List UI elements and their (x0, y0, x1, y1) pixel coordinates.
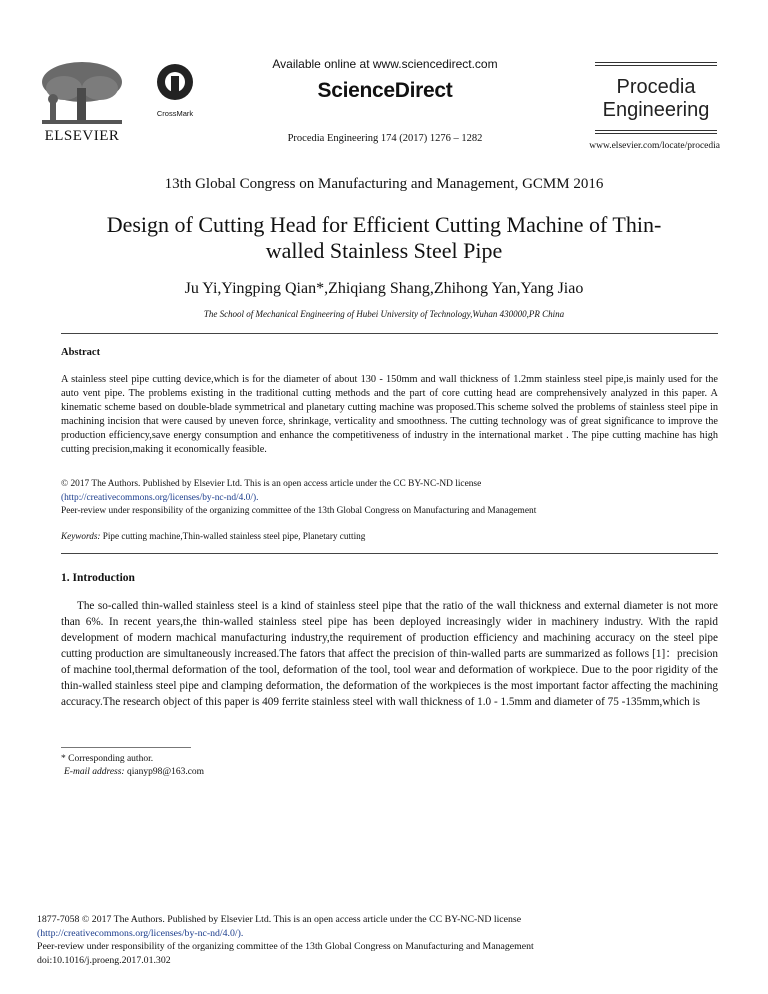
journal-reference: Procedia Engineering 174 (2017) 1276 – 1282 (287, 133, 483, 144)
crossmark-label: CrossMark (156, 109, 194, 118)
license-peer-review: Peer-review under responsibility of the organizing committee of the 13th Global Congress on Manufacturing and Management (61, 506, 537, 516)
license-block (61, 478, 718, 519)
journal-title-line2: Engineering (602, 99, 710, 121)
corresponding-author (61, 753, 204, 779)
author-list: Ju Yi,Yingping Qian*,Zhiqiang Shang,Zhihong Yan,Yang Jiao (184, 280, 584, 297)
email-label: E-mail address: (64, 767, 125, 777)
crossmark-icon (155, 62, 195, 102)
abstract-text: A stainless steel pipe cutting device,which is for the diameter of about 130 - 150mm and wall thickness of 1.2mm stainless steel pipe,is mainly used for the auto vent pipe. The problems existing in the traditional cutting methods and the part of core cutting head are comprehensively analyzed in this paper. A kinematic scheme based on double-blade symmetrical and planetary cutting machine was proposed.This scheme solved the problems of stainless steel pipe in machining incision that were caused by uneven force, shrinkage, verticality and smoothness. The cutting technology was of great significance to improve the production efficiency,save energy consumption and enhance the competitiveness of industry in the international market . The pipe cutting machine has high cutting precision,making it economically feasible. (61, 374, 718, 455)
divider-top (61, 333, 718, 334)
journal-url[interactable]: www.elsevier.com/locate/procedia (589, 141, 720, 151)
journal-title-box (595, 62, 717, 134)
divider-bottom (61, 553, 718, 554)
title-line-1: Design of Cutting Head for Efficient Cutting Machine of Thin- (106, 212, 662, 237)
elsevier-tree-logo (36, 58, 128, 128)
footer-doi[interactable]: doi:10.1016/j.proeng.2017.01.302 (37, 954, 171, 966)
keywords-line (61, 531, 718, 541)
footnote-rule (61, 747, 191, 748)
introduction-text: The so-called thin-walled stainless steel is a kind of stainless steel pipe that the ratio of the wall thickness and external diameter is not more than 6%. In recent years,the thin-walled stainless steel pipe has been deployed increasingly wider in machinery industry. With the rapid development of modern machical manufacturing industry,the requirement of production efficiency and machining accuracy on the steel pipe cutting production are simultaneously increased.The fators that affect the precision of thin-walled parts are summarized as follows [1]：precision of machine tool,thermal deformation of the tool, deformation of the tool, tool wear and deformation of workpiece. Due to the poor rigidity of the thin-walled stainless steel pipe and clamping deformation, the deformation of the workpieces is the most important factor affecting the machining accuracy.The research object of this paper is 409 ferrite stainless steel with wall thickness of 1.0 - 1.5mm and diameter of 75 -135mm,which is (61, 600, 718, 708)
corresponding-label: * Corresponding author. (61, 754, 154, 764)
email-address[interactable]: qianyp98@163.com (124, 767, 205, 777)
introduction-heading: 1. Introduction (61, 572, 135, 584)
license-copyright: © 2017 The Authors. Published by Elsevier Ltd. This is an open access article under the CC BY-NC-ND license (61, 479, 482, 489)
keywords-text: Pipe cutting machine,Thin-walled stainless steel pipe, Planetary cutting (100, 531, 366, 541)
footer-license: 1877-7058 © 2017 The Authors. Published by Elsevier Ltd. This is an open access article under the CC BY-NC-ND license (37, 914, 522, 925)
keywords-label: Keywords: (61, 531, 101, 541)
abstract-heading: Abstract (61, 347, 101, 358)
elsevier-wordmark: ELSEVIER (44, 128, 120, 144)
footer-peer-review: Peer-review under responsibility of the organizing committee of the 13th Global Congress on Manufacturing and Management (37, 941, 534, 952)
journal-title-line1: Procedia (616, 76, 696, 98)
conference-name: 13th Global Congress on Manufacturing and Management, GCMM 2016 (164, 176, 604, 192)
title-line-2: walled Stainless Steel Pipe (265, 238, 503, 263)
page-footer (37, 913, 727, 967)
affiliation: The School of Mechanical Engineering of Hubei University of Technology,Wuhan 430000,PR China (203, 309, 565, 319)
available-online-text: Available online at www.sciencedirect.com (272, 57, 498, 71)
crossmark-badge[interactable] (143, 62, 207, 118)
sciencedirect-logo[interactable]: ScienceDirect (317, 79, 453, 102)
paper-title (70, 212, 698, 264)
footer-license-link[interactable]: (http://creativecommons.org/licenses/by-nc-nd/4.0/). (37, 927, 244, 939)
license-link[interactable]: (http://creativecommons.org/licenses/by-nc-nd/4.0/). (61, 492, 259, 503)
